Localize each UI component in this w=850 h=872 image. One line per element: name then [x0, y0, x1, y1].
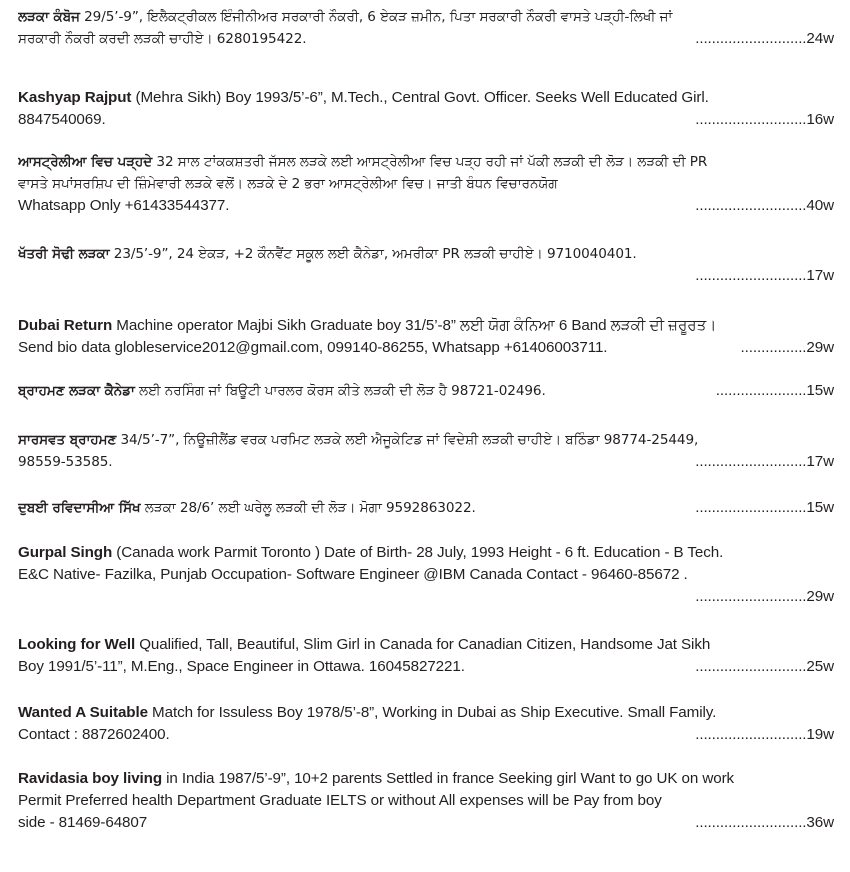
ad-text: 8847540069.	[18, 111, 106, 128]
ad-line	[18, 564, 834, 586]
ad-text: 32 ਸਾਲ ਟਾਂਕਕਸ਼ਤਰੀ ਜੱਸਲ ਲੜਕੇ ਲਈ ਆਸਟ੍ਰੇਲੀਆ ਵਿਚ ਪੜ੍ਹ ਰਹੀ ਜਾਂ ਪੱਕੀ ਲੜਕੀ ਦੀ ਲੋੜ। ਲੜਕੀ ਦੀ PR	[152, 154, 708, 170]
ad-text: E&C Native- Fazilka, Punjab Occupation- Software Engineer @IBM Canada Contact - 96460-85672 .	[18, 566, 688, 583]
ad-text: 29/5’-9”, ਇਲੈਕਟ੍ਰੀਕਲ ਇੰਜੀਨੀਅਰ ਸਰਕਾਰੀ ਨੌਕਰੀ, 6 ਏਕੜ ਜ਼ਮੀਨ, ਪਿਤਾ ਸਰਕਾਰੀ ਨੌਕਰੀ ਵਾਸਤੇ ਪੜ੍ਹੀ-ਲਿਖੀ ਜਾਂ	[79, 9, 673, 25]
classified-ad	[18, 243, 834, 287]
ad-line	[18, 380, 834, 402]
ad-lead: Kashyap Rajput	[18, 89, 132, 106]
ad-price: ...........................16w	[695, 111, 834, 128]
ad-price: ...........................15w	[695, 499, 834, 516]
ad-line	[18, 768, 834, 790]
ad-lead: ਲੜਕਾ ਕੰਬੋਜ	[18, 9, 80, 25]
ad-text: side - 81469-64807	[18, 814, 148, 831]
ad-text: Match for Issuless Boy 1978/5’-8”, Working in Dubai as Ship Executive. Small Family.	[147, 704, 717, 721]
ad-text: Permit Preferred health Department Graduate IELTS or without All expenses will be Pay from boy	[18, 792, 662, 809]
ad-line	[18, 337, 834, 359]
ad-line	[18, 28, 834, 50]
ad-price: ................29w	[740, 339, 834, 356]
ad-price: ...........................19w	[695, 726, 834, 743]
ad-text: 23/5’-9”, 24 ਏਕੜ, +2 ਕੌਨਵੈਂਟ ਸਕੂਲ ਲਈ ਕੈਨੇਡਾ, ਅਮਰੀਕਾ PR ਲੜਕੀ ਚਾਹੀਏ। 9710040401.	[109, 246, 637, 262]
ad-price: ...........................17w	[695, 453, 834, 470]
ad-text: ਸਰਕਾਰੀ ਨੌਕਰੀ ਕਰਦੀ ਲੜਕੀ ਚਾਹੀਏ। 6280195422.	[18, 31, 307, 47]
classified-ad	[18, 768, 834, 834]
classified-ad	[18, 429, 834, 473]
ad-text: (Canada work Parmit Toronto ) Date of Birth- 28 July, 1993 Height - 6 ft. Education - B Tech.	[112, 544, 724, 561]
ad-line	[18, 151, 834, 173]
ad-text: in India 1987/5’-9”, 10+2 parents Settled in france Seeking girl Want to go UK on work	[162, 770, 735, 787]
ad-lead: ਬ੍ਰਾਹਮਣ ਲੜਕਾ ਕੈਨੇਡਾ	[18, 383, 135, 399]
ad-text: 34/5’-7”, ਨਿਊਜ਼ੀਲੈਂਡ ਵਰਕ ਪਰਮਿਟ ਲੜਕੇ ਲਈ ਐਜੂਕੇਟਿਡ ਜਾਂ ਵਿਦੇਸ਼ੀ ਲੜਕੀ ਚਾਹੀਏ। ਬਠਿੰਡਾ 98774-25449,	[116, 432, 699, 448]
ad-lead: ਸਾਰਸਵਤ ਬ੍ਰਾਹਮਣ	[18, 432, 117, 448]
ad-lead: ਆਸਟ੍ਰੇਲੀਆ ਵਿਚ ਪੜ੍ਹਦੇ	[18, 154, 153, 170]
ad-line	[18, 790, 834, 812]
ad-text: Send bio data globleservice2012@gmail.com, 099140-86255, Whatsapp +61406003711.	[18, 339, 608, 356]
ad-line	[18, 315, 834, 337]
ad-price: ...........................25w	[695, 658, 834, 675]
ad-text: Whatsapp Only +61433544377.	[18, 197, 230, 214]
ad-text: Boy 1991/5’-11”, M.Eng., Space Engineer in Ottawa. 16045827221.	[18, 658, 465, 675]
ad-text: ਲਈ ਨਰਸਿੰਗ ਜਾਂ ਬਿਊਟੀ ਪਾਰਲਰ ਕੋਰਸ ਕੀਤੇ ਲੜਕੀ ਦੀ ਲੋੜ ਹੈ 98721-02496.	[134, 383, 546, 399]
ad-line	[18, 173, 834, 195]
classified-ad	[18, 542, 834, 608]
ad-lead: Wanted A Suitable	[18, 704, 148, 721]
ad-price: ...........................29w	[695, 588, 834, 605]
ad-text: Machine operator Majbi Sikh Graduate boy 31/5’-8” ਲਈ ਯੋਗ ਕੰਨਿਆ 6 Band ਲੜਕੀ ਦੀ ਜ਼ਰੂਰਤ।	[112, 317, 717, 334]
ad-line	[18, 451, 834, 473]
ad-line	[18, 195, 834, 217]
ad-line	[18, 702, 834, 724]
ad-line	[18, 6, 834, 28]
ad-line	[18, 429, 834, 451]
ad-line	[18, 586, 834, 608]
ad-lead: Dubai Return	[18, 317, 113, 334]
ad-line	[18, 812, 834, 834]
ad-line	[18, 542, 834, 564]
classified-ad	[18, 315, 834, 359]
ad-lead: Looking for Well	[18, 636, 136, 653]
ad-lead: Ravidasia boy living	[18, 770, 163, 787]
ad-lead: Gurpal Singh	[18, 544, 113, 561]
ad-price: ...........................17w	[695, 267, 834, 284]
classified-ad	[18, 87, 834, 131]
ad-line	[18, 724, 834, 746]
ad-line	[18, 265, 834, 287]
ad-text: Contact : 8872602400.	[18, 726, 170, 743]
ad-text: Qualified, Tall, Beautiful, Slim Girl in Canada for Canadian Citizen, Handsome Jat Sikh	[135, 636, 711, 653]
ad-lead: ਖੱਤਰੀ ਸੋਢੀ ਲੜਕਾ	[18, 246, 110, 262]
ad-line	[18, 497, 834, 519]
ad-price: ...........................24w	[695, 30, 834, 47]
ad-line	[18, 243, 834, 265]
ad-text: ਲੜਕਾ 28/6’ ਲਈ ਘਰੇਲੂ ਲੜਕੀ ਦੀ ਲੋੜ। ਮੋਗਾ 9592863022.	[140, 500, 476, 516]
classified-ad	[18, 151, 834, 217]
ad-text: ਵਾਸਤੇ ਸਪਾਂਸਰਸ਼ਿਪ ਦੀ ਜ਼ਿੰਮੇਵਾਰੀ ਲੜਕੇ ਵਲੋਂ। ਲੜਕੇ ਦੇ 2 ਭਰਾ ਆਸਟ੍ਰੇਲੀਆ ਵਿਚ। ਜਾਤੀ ਬੰਧਨ ਵਿਚਾਰਨਯੋਗ	[18, 176, 558, 192]
ad-lead: ਦੁਬਈ ਰਵਿਦਾਸੀਆ ਸਿੱਖ	[18, 500, 141, 516]
classified-ad	[18, 497, 834, 519]
ad-text: 98559-53585.	[18, 454, 113, 470]
classified-ad	[18, 702, 834, 746]
classified-ad	[18, 380, 834, 402]
ad-price: ...........................40w	[695, 197, 834, 214]
ad-price: ......................15w	[715, 382, 834, 399]
ad-line	[18, 109, 834, 131]
classified-ad	[18, 634, 834, 678]
ad-line	[18, 634, 834, 656]
ad-text: (Mehra Sikh) Boy 1993/5’-6”, M.Tech., Central Govt. Officer. Seeks Well Educated Girl.	[131, 89, 709, 106]
ad-line	[18, 87, 834, 109]
ad-line	[18, 656, 834, 678]
classified-ad	[18, 6, 834, 50]
ad-price: ...........................36w	[695, 814, 834, 831]
